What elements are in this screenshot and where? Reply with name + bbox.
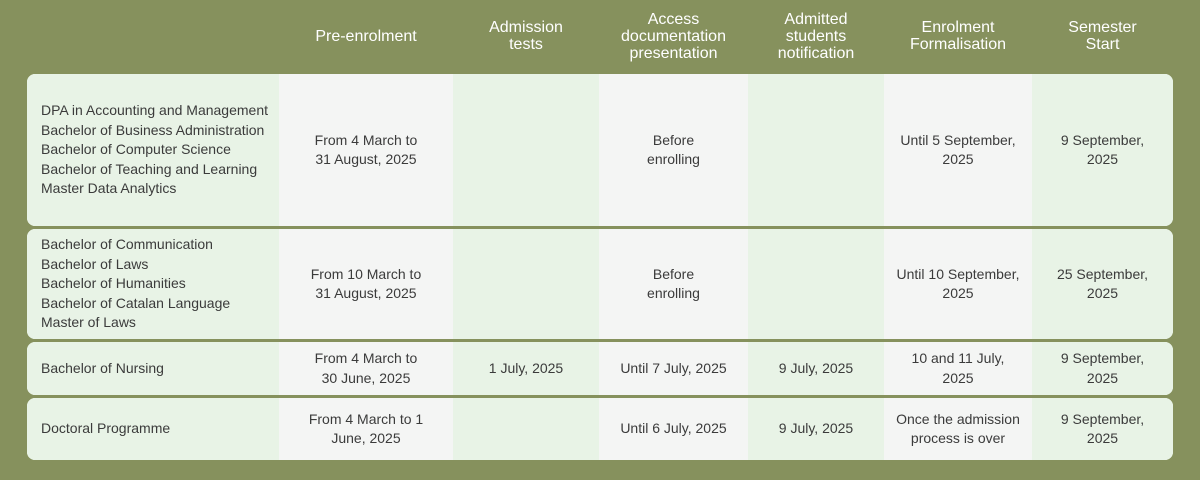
cell-semester-start: 25 September, 2025 (1032, 229, 1173, 339)
cell-admission-tests (453, 229, 599, 339)
cell-access-documentation: Until 7 July, 2025 (620, 359, 727, 376)
programme-list (27, 342, 279, 395)
cell-admission-tests (453, 398, 599, 460)
cell-admitted-notification: 9 July, 2025 (748, 342, 884, 395)
cell-access-documentation: Before enrolling (647, 265, 700, 301)
programme-name: Bachelor of Catalan Language (41, 294, 231, 311)
header-enrolment-formalisation: Enrolment Formalisation (909, 19, 1007, 53)
programme-list (27, 74, 279, 226)
programme-name: DPA in Accounting and Management (41, 102, 269, 119)
programme-name: Bachelor of Business Administration (41, 121, 265, 138)
cell-semester-start: 9 September, 2025 (1032, 74, 1173, 226)
header-admission-tests: Admission tests (489, 19, 563, 53)
cell-enrolment-formalisation: Until 10 September, 2025 (896, 265, 1020, 301)
cell-pre-enrolment: From 4 March to 1 June, 2025 (308, 410, 424, 446)
table-row (27, 229, 1173, 339)
cell-enrolment-formalisation: Once the admission process is over (896, 410, 1020, 446)
table-header (0, 0, 1200, 72)
header-admitted-notification: Admitted students notification (777, 10, 855, 62)
programme-name: Bachelor of Communication (41, 236, 213, 253)
header-pre-enrolment: Pre-enrolment (315, 27, 417, 45)
cell-admitted-notification: 9 July, 2025 (748, 398, 884, 460)
cell-pre-enrolment: From 4 March to 30 June, 2025 (314, 350, 418, 386)
programme-name: Bachelor of Computer Science (41, 141, 231, 158)
programme-name: Master Data Analytics (41, 180, 177, 197)
cell-semester-start: 9 September, 2025 (1032, 398, 1173, 460)
table-row (27, 74, 1173, 226)
programme-list (27, 229, 279, 339)
cell-admitted-notification (748, 74, 884, 226)
cell-enrolment-formalisation: 10 and 11 July, 2025 (911, 350, 1005, 386)
cell-admission-tests: 1 July, 2025 (453, 342, 599, 395)
cell-enrolment-formalisation: Until 5 September, 2025 (900, 131, 1016, 167)
table-row (27, 342, 1173, 395)
cell-pre-enrolment: From 4 March to 31 August, 2025 (314, 131, 418, 167)
cell-access-documentation: Until 6 July, 2025 (620, 420, 727, 437)
cell-admitted-notification (748, 229, 884, 339)
programme-name: Master of Laws (41, 314, 136, 331)
header-semester-start: Semester Start (1068, 19, 1137, 53)
programme-name: Bachelor of Laws (41, 255, 149, 272)
cell-pre-enrolment: From 10 March to 31 August, 2025 (310, 265, 422, 301)
cell-admission-tests (453, 74, 599, 226)
programme-name: Doctoral Programme (41, 420, 171, 437)
cell-access-documentation: Before enrolling (647, 131, 700, 167)
programme-list (27, 398, 279, 460)
table-row (27, 398, 1173, 460)
programme-name: Bachelor of Nursing (41, 359, 164, 376)
header-access-documentation: Access documentation presentation (621, 10, 726, 62)
programme-name: Bachelor of Teaching and Learning (41, 160, 258, 177)
programme-name: Bachelor of Humanities (41, 275, 186, 292)
cell-semester-start: 9 September, 2025 (1032, 342, 1173, 395)
